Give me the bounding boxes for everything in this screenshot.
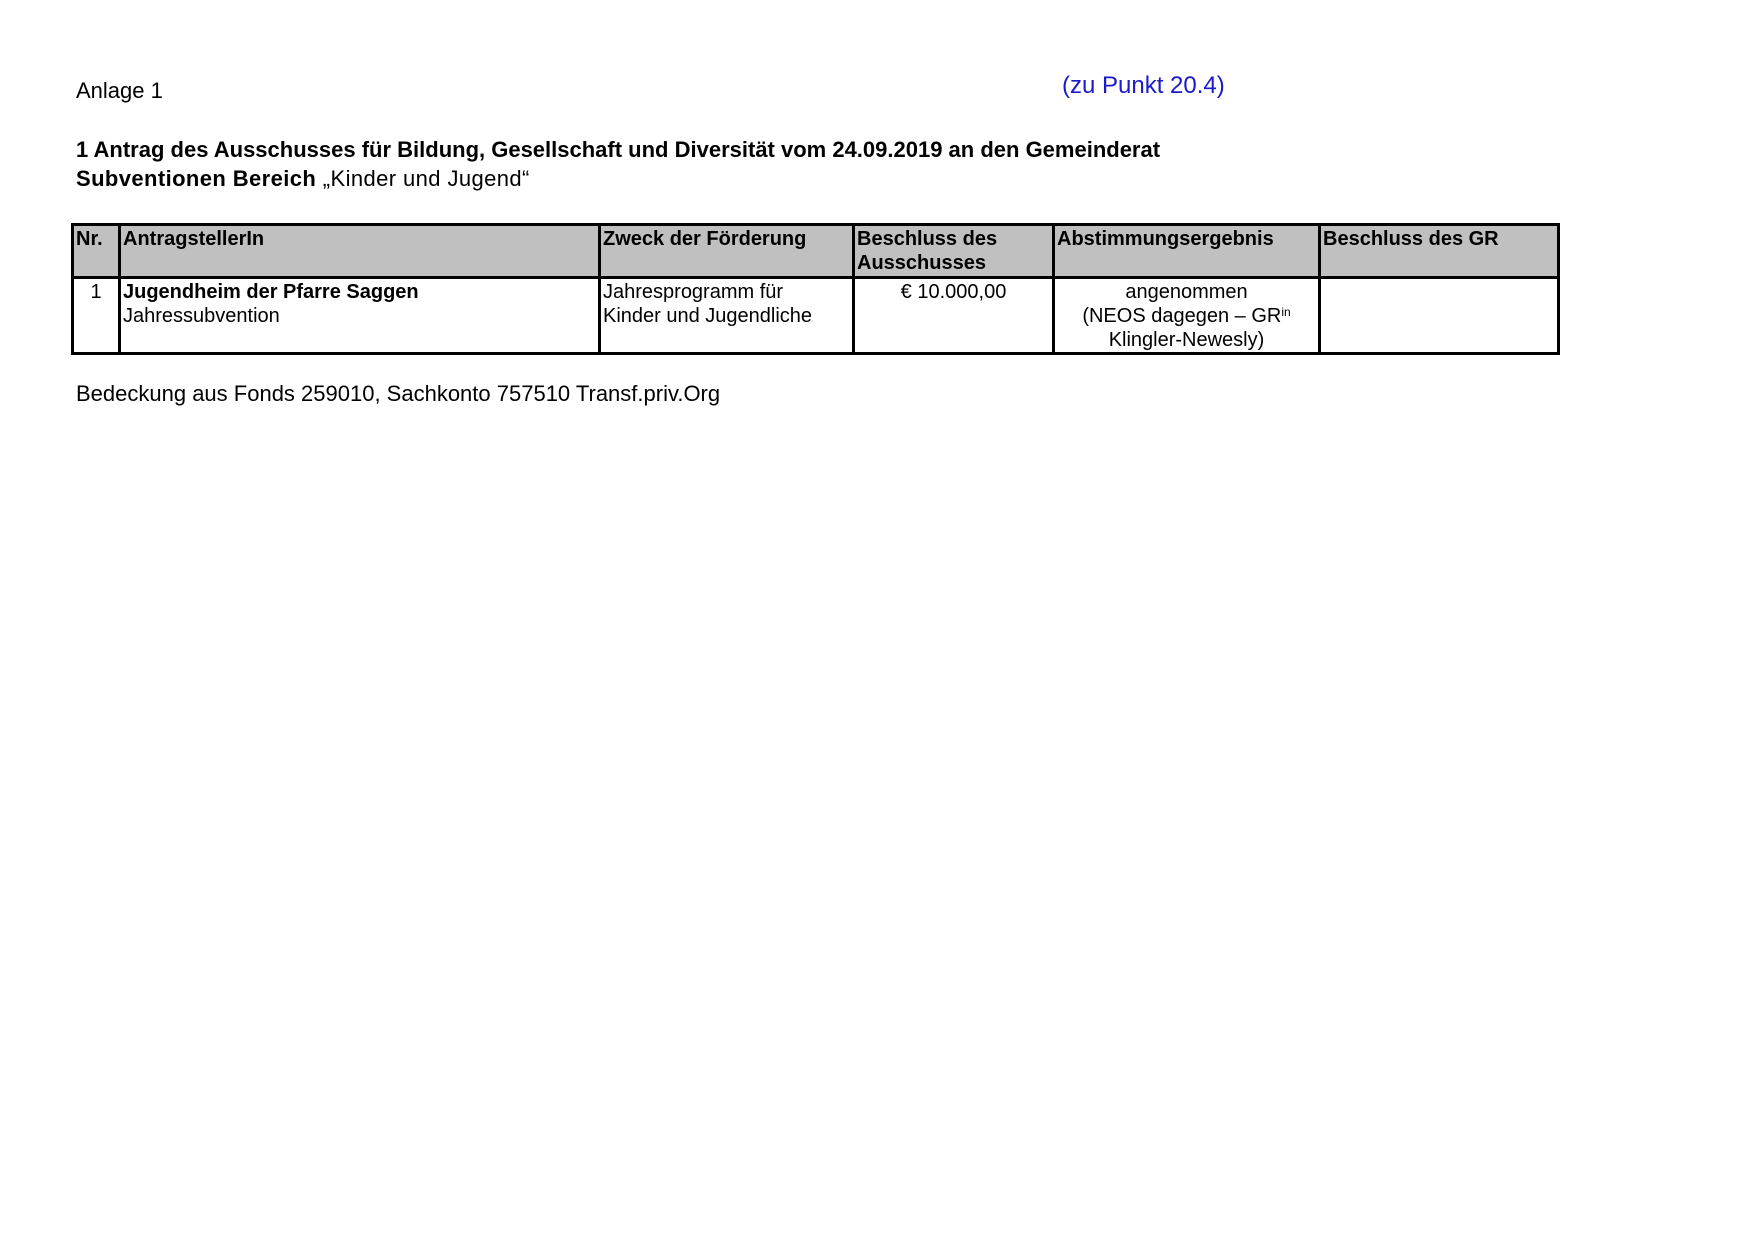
row-purpose xyxy=(600,278,854,354)
applicant-subsidy-type: Jahressubvention xyxy=(123,305,280,327)
row-vote-result xyxy=(1054,278,1320,354)
attachment-label: Anlage 1 xyxy=(76,78,163,103)
row-council-decision xyxy=(1320,278,1559,354)
table-row xyxy=(73,278,1559,354)
funding-source-note: Bedeckung aus Fonds 259010, Sachkonto 757510 Transf.priv.Org xyxy=(76,381,721,406)
purpose-line2: Kinder und Jugendliche xyxy=(603,305,813,327)
agenda-point-reference: (zu Punkt 20.4) xyxy=(1062,72,1225,99)
column-header-purpose: Zweck der Förderung xyxy=(600,225,854,278)
vote-result-line2: (NEOS dagegen – GR xyxy=(1082,305,1282,327)
subsidy-table xyxy=(71,223,1560,355)
column-header-committee-decision-line1: Beschluss des xyxy=(857,228,998,250)
row-nr: 1 xyxy=(73,278,120,354)
table-header-row xyxy=(73,225,1559,278)
column-header-committee-decision xyxy=(854,225,1054,278)
row-committee-decision-amount: € 10.000,00 xyxy=(854,278,1054,354)
purpose-line1: Jahresprogramm für xyxy=(603,281,784,303)
row-applicant xyxy=(120,278,600,354)
subtitle-bold-part: Subventionen Bereich xyxy=(76,166,317,191)
document-subtitle xyxy=(76,166,530,192)
column-header-council-decision: Beschluss des GR xyxy=(1320,225,1559,278)
column-header-applicant: AntragstellerIn xyxy=(120,225,600,278)
vote-result-line3: Klingler-Newesly) xyxy=(1108,329,1265,351)
column-header-nr: Nr. xyxy=(73,225,120,278)
column-header-committee-decision-line2: Ausschusses xyxy=(857,252,986,274)
vote-result-superscript: in xyxy=(1281,305,1291,319)
applicant-name: Jugendheim der Pfarre Saggen xyxy=(123,281,419,303)
vote-result-line1: angenommen xyxy=(1125,281,1248,303)
document-title: 1 Antrag des Ausschusses für Bildung, Gesellschaft und Diversität vom 24.09.2019 an den Gemeinderat xyxy=(76,137,1161,162)
subtitle-regular-part: „Kinder und Jugend“ xyxy=(316,166,530,191)
column-header-vote-result: Abstimmungsergebnis xyxy=(1054,225,1320,278)
